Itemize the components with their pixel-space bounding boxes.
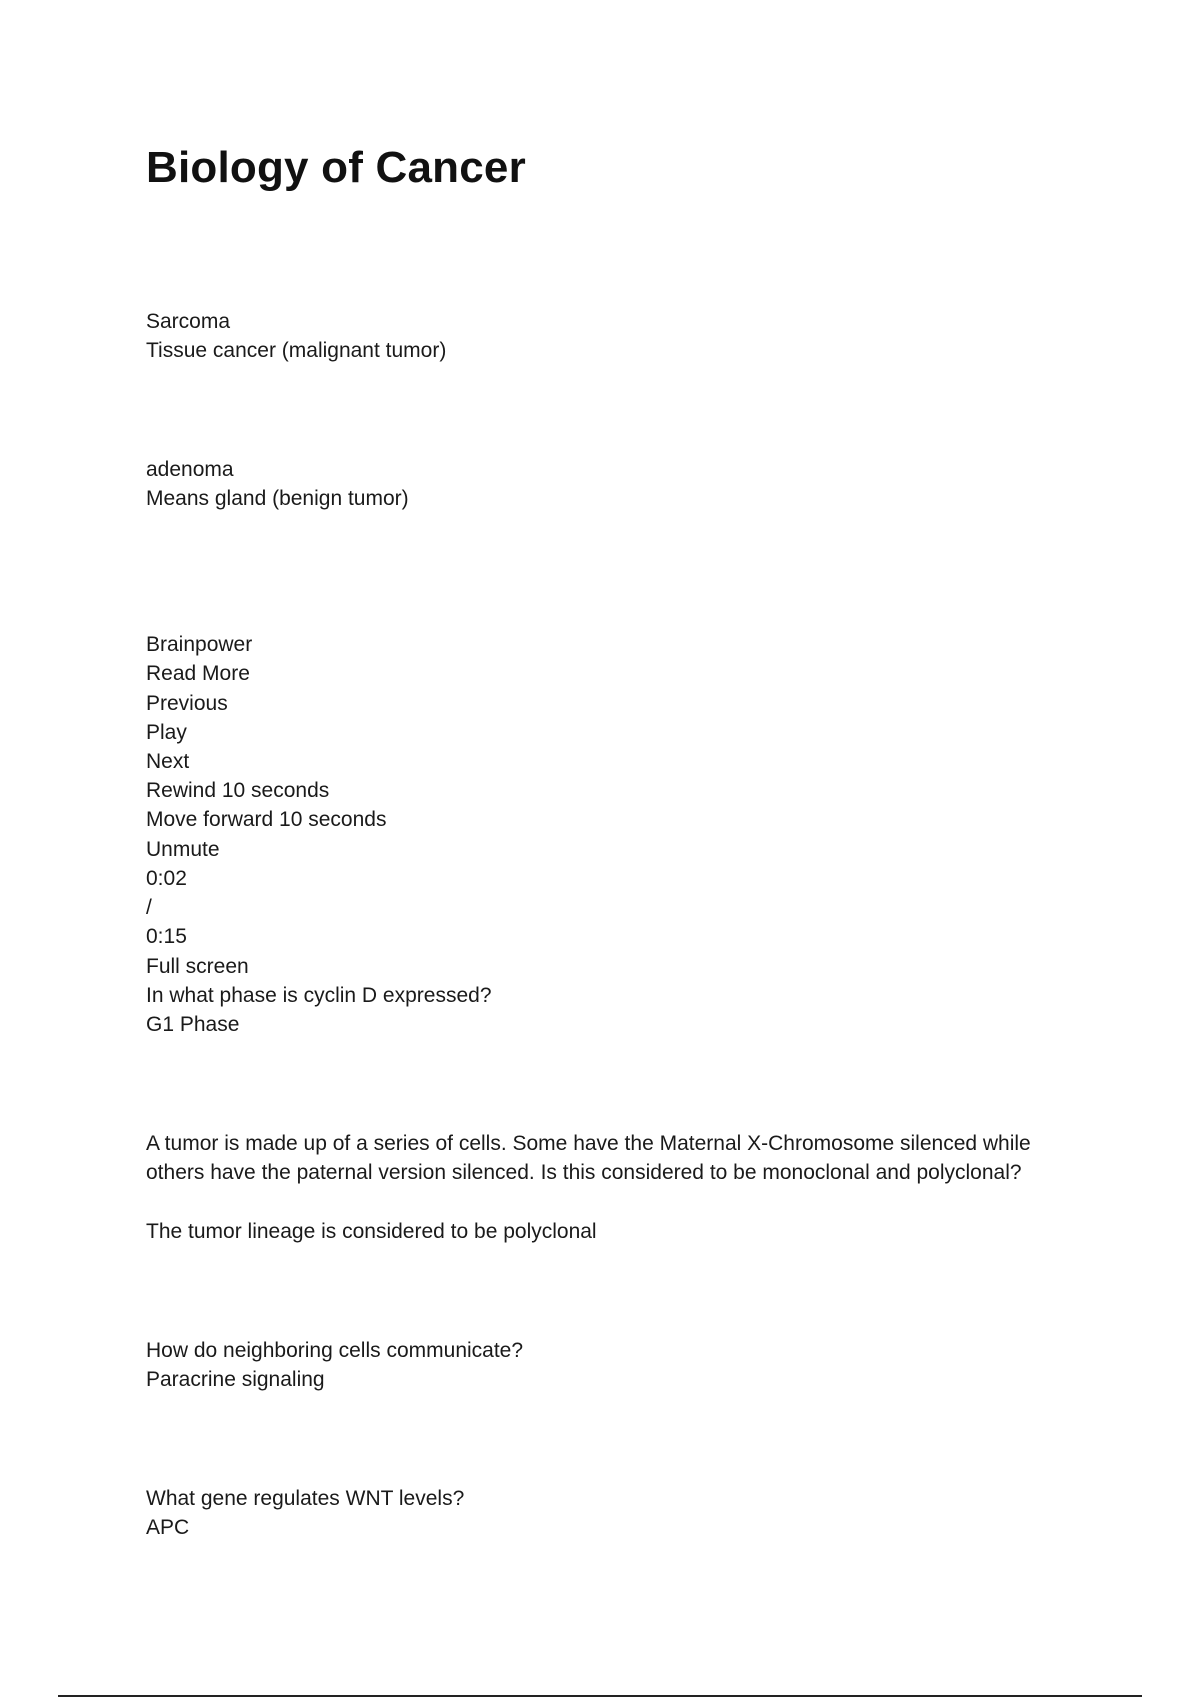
answer-tumor-clonality: The tumor lineage is considered to be polyclonal: [146, 1220, 597, 1243]
next-button[interactable]: Next: [146, 750, 190, 773]
card-definition-adenoma: Means gland (benign tumor): [146, 487, 409, 510]
fullscreen-button[interactable]: Full screen: [146, 955, 249, 978]
current-time-label: 0:02: [146, 867, 187, 890]
forward-button[interactable]: Move forward 10 seconds: [146, 808, 387, 831]
card-term-sarcoma: Sarcoma: [146, 310, 231, 333]
video-brand-label: Brainpower: [146, 633, 253, 656]
card-term-adenoma: adenoma: [146, 458, 234, 481]
answer-wnt-regulation: APC: [146, 1516, 190, 1539]
card-definition-sarcoma: Tissue cancer (malignant tumor): [146, 339, 447, 362]
answer-cell-communication: Paracrine signaling: [146, 1368, 325, 1391]
page-title: Biology of Cancer: [146, 143, 526, 192]
answer-cyclin-d: G1 Phase: [146, 1013, 240, 1036]
rewind-button[interactable]: Rewind 10 seconds: [146, 779, 330, 802]
previous-button[interactable]: Previous: [146, 692, 228, 715]
duration-label: 0:15: [146, 925, 187, 948]
read-more-link[interactable]: Read More: [146, 662, 250, 685]
bottom-divider: [58, 1695, 1142, 1697]
time-separator: /: [146, 896, 152, 919]
question-cell-communication: How do neighboring cells communicate?: [146, 1339, 524, 1362]
question-wnt-regulation: What gene regulates WNT levels?: [146, 1487, 465, 1510]
question-cyclin-d: In what phase is cyclin D expressed?: [146, 984, 492, 1007]
play-button[interactable]: Play: [146, 721, 187, 744]
question-tumor-clonality: A tumor is made up of a series of cells. Some have the Maternal X-Chromosome silenced while others have the paternal version silenced. Is this considered to be monoclonal and polyclonal?: [146, 1132, 1031, 1184]
unmute-button[interactable]: Unmute: [146, 838, 220, 861]
